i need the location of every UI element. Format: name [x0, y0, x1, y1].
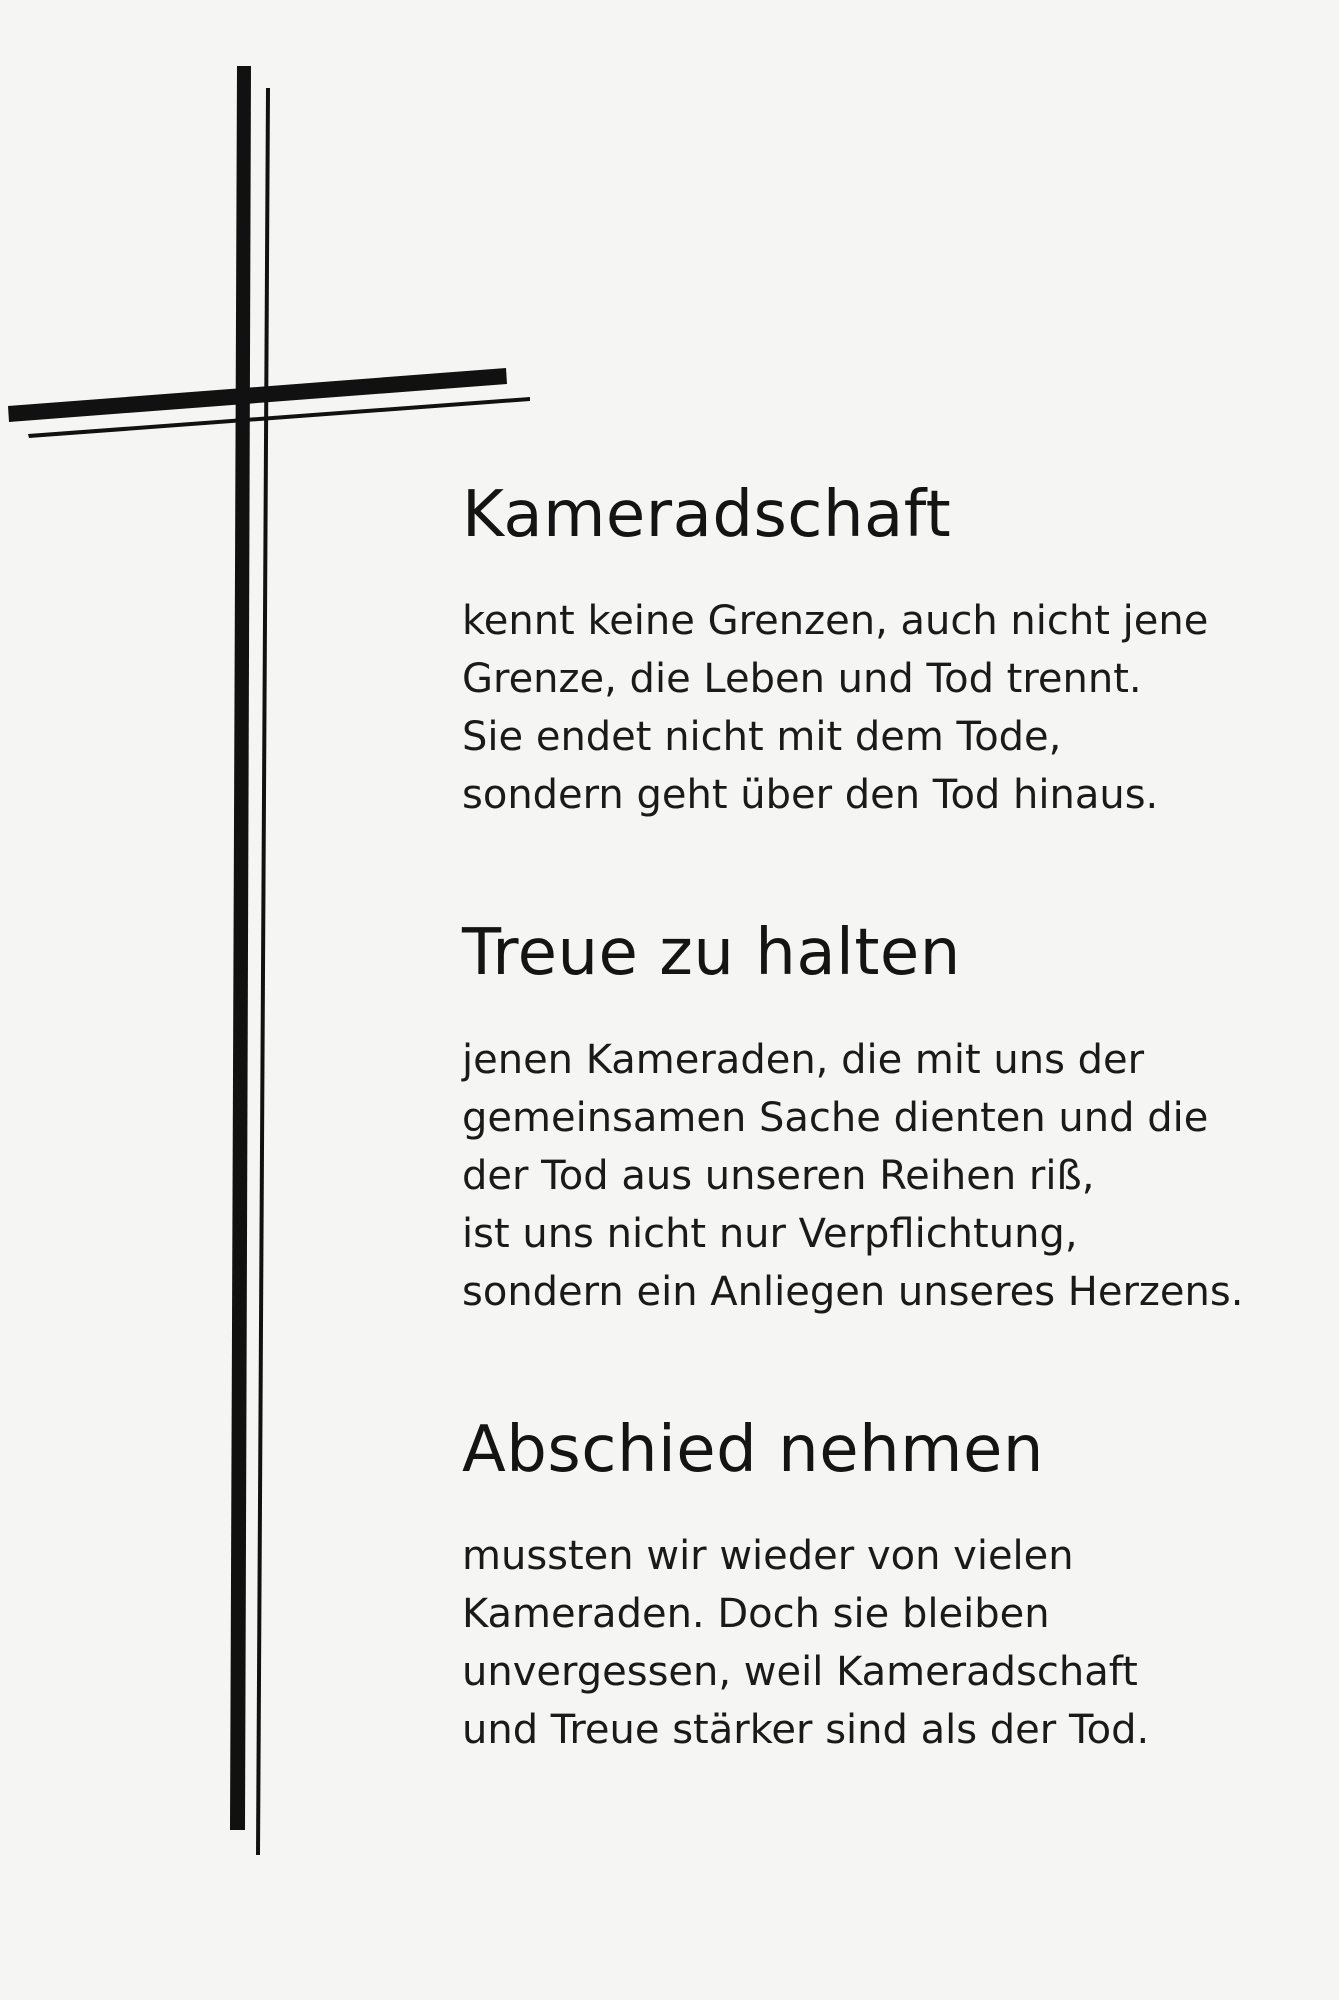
section-heading: Abschied nehmen: [462, 1412, 1044, 1487]
cross-vertical-thin-line: [256, 88, 270, 1855]
body-line: sondern ein Anliegen unseres Herzens.: [462, 1268, 1244, 1315]
cross-vertical-beam: [230, 66, 251, 1830]
section-treue: [462, 918, 1302, 1320]
body-line: Kameraden. Doch sie bleiben: [462, 1591, 1050, 1638]
body-line: sondern geht über den Tod hinaus.: [462, 772, 1159, 819]
cross-horizontal-beam: [8, 368, 507, 422]
body-line: der Tod aus unseren Reihen riß,: [462, 1152, 1095, 1199]
body-line: unvergessen, weil Kameradschaft: [462, 1649, 1138, 1696]
section-heading: Kameradschaft: [462, 478, 952, 552]
body-line: Sie endet nicht mit dem Tode,: [462, 714, 1062, 761]
section-body: [462, 1527, 1302, 1759]
text-column: [462, 480, 1302, 1759]
body-line: kennt keine Grenzen, auch nicht jene: [462, 598, 1209, 645]
section-heading: Treue zu halten: [462, 916, 961, 991]
body-line: ist uns nicht nur Verpflichtung,: [462, 1210, 1078, 1257]
section-body: [462, 592, 1302, 824]
body-line: mussten wir wieder von vielen: [462, 1533, 1074, 1580]
body-line: gemeinsamen Sache dienten und die: [462, 1094, 1209, 1141]
section-kameradschaft: [462, 480, 1302, 824]
body-line: jenen Kameraden, die mit uns der: [462, 1036, 1145, 1083]
body-line: und Treue stärker sind als der Tod.: [462, 1707, 1150, 1754]
section-body: [462, 1031, 1302, 1321]
body-line: Grenze, die Leben und Tod trennt.: [462, 656, 1142, 703]
section-abschied: [462, 1412, 1302, 1759]
